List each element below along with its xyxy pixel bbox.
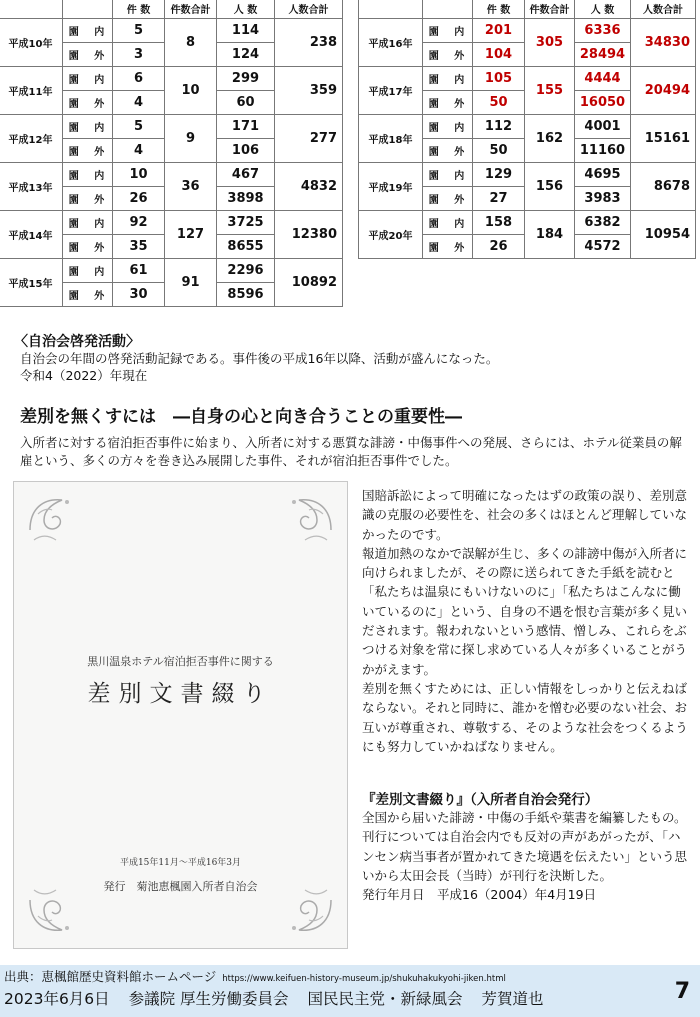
header-count: 件 数 [113,0,165,19]
activity-line: 自治会の年間の啓発活動記録である。事件後の平成16年以降、活動が盛んになった。 [20,351,499,366]
section-intro: 入所者に対する宿泊拒否事件に始まり、入所者に対する悪質な誹謗・中傷事件への発展、さらには、ホテル従業員の解雇という、多くの方々を巻き込み展開した事件、それが宿泊拒否事件でした。 [20,435,682,468]
paragraph: 国賠訴訟によって明確になったはずの政策の誤り、差別意識の克服の必要性を、社会の多くはほとんど理解していなかったのです。 [362,488,688,542]
place-in-cell: 園 内 [63,67,113,91]
table-row [0,115,343,139]
table-header-row [359,0,696,19]
people-total-cell: 359 [275,67,343,115]
year-cell: 平成11年 [0,67,63,115]
people-out-cell: 11160 [575,139,631,163]
citation-speaker: 芳賀道也 [481,990,544,1008]
document-description [362,808,688,904]
people-out-cell: 8596 [217,283,275,307]
place-in-cell: 園 内 [63,115,113,139]
year-cell: 平成20年 [359,211,423,259]
header-people-total: 人数合計 [631,0,696,19]
place-in-cell: 園 内 [423,67,473,91]
count-out-cell: 26 [113,187,165,211]
count-in-cell: 5 [113,19,165,43]
table-row [359,115,696,139]
table-row [359,211,696,235]
activity-description [20,350,690,384]
year-cell: 平成14年 [0,211,63,259]
place-out-cell: 園 外 [63,43,113,67]
people-total-cell: 10954 [631,211,696,259]
place-in-cell: 園 内 [63,211,113,235]
table-row [0,211,343,235]
count-out-cell: 4 [113,91,165,115]
citation-committee: 参議院 厚生労働委員会 [128,990,289,1008]
people-in-cell: 2296 [217,259,275,283]
people-total-cell: 238 [275,19,343,67]
place-out-cell: 園 外 [63,139,113,163]
count-total-cell: 162 [525,115,575,163]
people-total-cell: 277 [275,115,343,163]
people-total-cell: 8678 [631,163,696,211]
place-in-cell: 園 内 [423,211,473,235]
activity-line: 令和4（2022）年現在 [20,368,148,383]
count-total-cell: 36 [165,163,217,211]
book-publisher: 発行 菊池恵楓園入所者自治会 [103,880,258,893]
ornament-icon [22,490,102,550]
source-label: 出典：恵楓館歴史資料館ホームページ [4,969,217,984]
place-out-cell: 園 外 [63,283,113,307]
header-people-total: 人数合計 [275,0,343,19]
count-out-cell: 26 [473,235,525,259]
count-total-cell: 305 [525,19,575,67]
header-cell [63,0,113,19]
page-number: 7 [674,979,690,1004]
count-out-cell: 27 [473,187,525,211]
count-out-cell: 3 [113,43,165,67]
book-cover-image [13,481,348,949]
place-in-cell: 園 内 [63,259,113,283]
place-out-cell: 園 外 [423,91,473,115]
header-people: 人 数 [575,0,631,19]
book-period: 平成15年11月～平成16年3月 [119,858,242,868]
paragraph: 報道加熱のなかで誤解が生じ、多くの誹謗中傷が入所者に向けられましたが、その際に送られてきた手紙を読むと「私たちは温泉にもいけないのに」「私たちはこんなに働いているのに」という、自身の不遇を恨む言葉が多く見いだされます。報われないという感情、憎しみ、これらをぶつける対象を常に探し求めている人々が多くいることがうかがえます。 [362,545,688,677]
table-body [0,19,343,307]
header-count-total: 件数合計 [165,0,217,19]
count-total-cell: 10 [165,67,217,115]
place-in-cell: 園 内 [63,163,113,187]
source-url[interactable]: https://www.keifuen-history-museum.jp/shukuhakukyohi-jiken.html [222,974,506,984]
count-in-cell: 10 [113,163,165,187]
paragraph: 差別を無くすためには、正しい情報をしっかりと伝えねばならない。それと同時に、誰かを憎む必要のない社会、お互いが尊重され、尊敬する、そのような社会をつくるようにも努力していかねばなりません。 [362,680,688,754]
people-out-cell: 4572 [575,235,631,259]
year-cell: 平成15年 [0,259,63,307]
table-body [359,19,696,259]
year-cell: 平成13年 [0,163,63,211]
count-in-cell: 61 [113,259,165,283]
document-heading: 『差別文書綴り』（入所者自治会発行） [362,792,599,808]
table-row [0,19,343,43]
people-total-cell: 15161 [631,115,696,163]
place-out-cell: 園 外 [423,43,473,67]
year-cell: 平成18年 [359,115,423,163]
year-cell: 平成12年 [0,115,63,163]
people-in-cell: 4444 [575,67,631,91]
people-in-cell: 6382 [575,211,631,235]
place-out-cell: 園 外 [423,235,473,259]
count-total-cell: 91 [165,259,217,307]
people-out-cell: 106 [217,139,275,163]
people-out-cell: 3898 [217,187,275,211]
count-out-cell: 50 [473,91,525,115]
people-out-cell: 8655 [217,235,275,259]
count-in-cell: 201 [473,19,525,43]
people-out-cell: 28494 [575,43,631,67]
source-line [4,967,506,985]
count-in-cell: 6 [113,67,165,91]
people-in-cell: 467 [217,163,275,187]
place-in-cell: 園 内 [423,115,473,139]
book-title: 差別文書綴り [87,681,274,707]
count-out-cell: 35 [113,235,165,259]
place-out-cell: 園 外 [423,139,473,163]
table-header-row [0,0,343,19]
place-out-cell: 園 外 [63,91,113,115]
count-in-cell: 112 [473,115,525,139]
citation-party: 国民民主党・新緑風会 [307,990,463,1008]
table-row [0,259,343,283]
count-out-cell: 50 [473,139,525,163]
header-count: 件 数 [473,0,525,19]
people-total-cell: 20494 [631,67,696,115]
people-in-cell: 4695 [575,163,631,187]
table-row [0,163,343,187]
document-text: 全国から届いた誹謗・中傷の手紙や葉書を編纂したもの。刊行については自治会内でも反対の声があがったが、「ハンセン病当事者が置かれてきた境遇を伝えたい」という思いから太田会長（当時）が刊行を決断した。 [362,810,688,883]
count-in-cell: 92 [113,211,165,235]
place-out-cell: 園 外 [63,187,113,211]
people-out-cell: 124 [217,43,275,67]
header-cell [359,0,423,19]
people-total-cell: 12380 [275,211,343,259]
count-total-cell: 155 [525,67,575,115]
people-in-cell: 4001 [575,115,631,139]
people-out-cell: 3983 [575,187,631,211]
place-in-cell: 園 内 [423,19,473,43]
table-row [359,163,696,187]
year-cell: 平成19年 [359,163,423,211]
year-cell: 平成17年 [359,67,423,115]
table-row [0,67,343,91]
count-in-cell: 5 [113,115,165,139]
ornament-icon [259,490,339,550]
people-in-cell: 3725 [217,211,275,235]
count-total-cell: 156 [525,163,575,211]
people-total-cell: 10892 [275,259,343,307]
book-subtitle: 黒川温泉ホテル宿泊拒否事件に関する [87,655,274,668]
count-in-cell: 129 [473,163,525,187]
people-out-cell: 60 [217,91,275,115]
people-in-cell: 171 [217,115,275,139]
people-in-cell: 6336 [575,19,631,43]
citation-line [4,987,557,1009]
count-in-cell: 105 [473,67,525,91]
year-cell: 平成10年 [0,19,63,67]
place-out-cell: 園 外 [63,235,113,259]
section-heading: 差別を無くすには ―自身の心と向き合うことの重要性― [20,407,462,427]
count-total-cell: 184 [525,211,575,259]
people-total-cell: 4832 [275,163,343,211]
header-people: 人 数 [217,0,275,19]
people-in-cell: 299 [217,67,275,91]
footer [0,965,700,1017]
count-total-cell: 127 [165,211,217,259]
count-total-cell: 8 [165,19,217,67]
count-total-cell: 9 [165,115,217,163]
table-row [359,67,696,91]
count-out-cell: 104 [473,43,525,67]
count-out-cell: 30 [113,283,165,307]
stats-table-right [358,0,696,259]
people-in-cell: 114 [217,19,275,43]
header-count-total: 件数合計 [525,0,575,19]
table-row [359,19,696,43]
people-total-cell: 34830 [631,19,696,67]
header-cell [423,0,473,19]
count-in-cell: 158 [473,211,525,235]
header-cell [0,0,63,19]
body-text [362,486,688,756]
count-out-cell: 4 [113,139,165,163]
place-out-cell: 園 外 [423,187,473,211]
place-in-cell: 園 内 [423,163,473,187]
people-out-cell: 16050 [575,91,631,115]
place-in-cell: 園 内 [63,19,113,43]
document-issue-date: 発行年月日 平成16（2004）年4月19日 [362,887,597,903]
activity-heading: 〈自治会啓発活動〉 [14,334,140,350]
year-cell: 平成16年 [359,19,423,67]
citation-date: 2023年6月6日 [4,990,110,1008]
stats-table-left [0,0,343,307]
